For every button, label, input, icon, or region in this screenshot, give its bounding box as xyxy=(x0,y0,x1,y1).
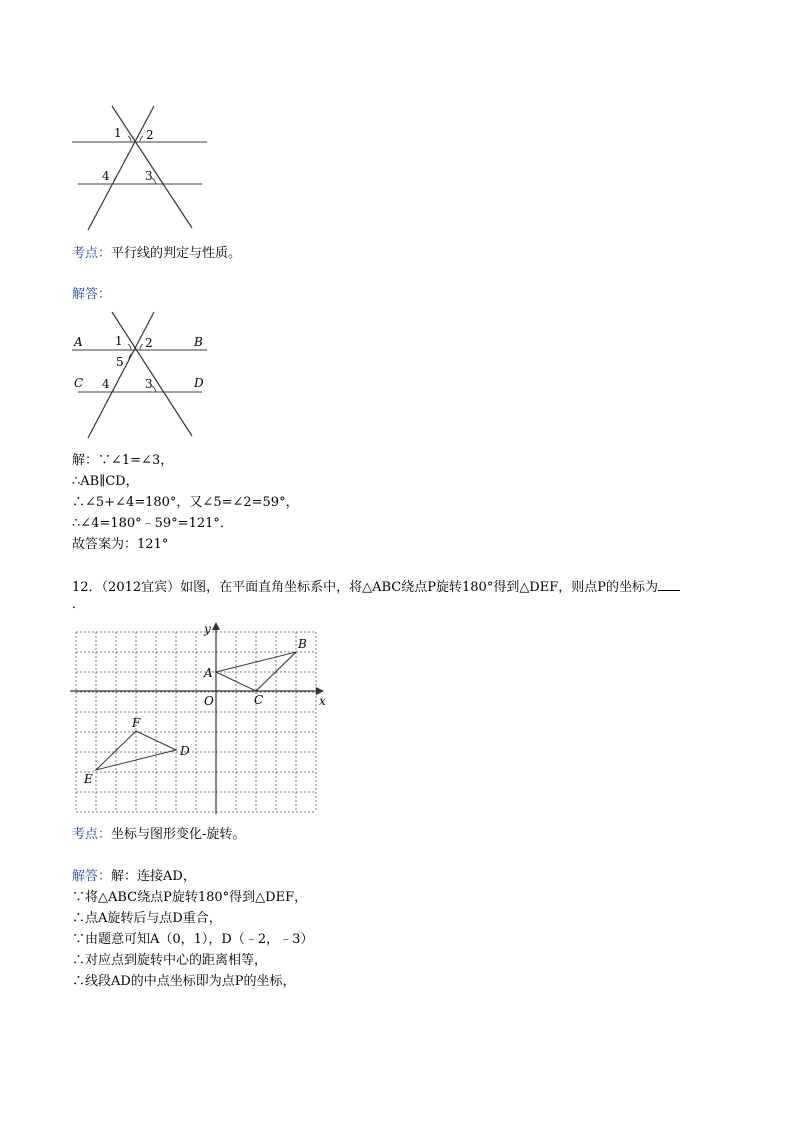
solution1-line: ∴∠4=180°﹣59°=121°． xyxy=(72,516,233,531)
coordinate-grid-figure xyxy=(70,620,330,816)
point-label-a: A xyxy=(204,666,213,680)
solution2-line: ∴点A旋转后与点D重合， xyxy=(72,911,222,926)
jieda-label: 解答： xyxy=(72,287,112,302)
angle-label: 5 xyxy=(116,355,124,369)
angle-label: 4 xyxy=(102,169,110,183)
angle-label: 3 xyxy=(145,169,153,183)
point-label: A xyxy=(74,335,83,349)
figure-parallel-lines-2 xyxy=(70,308,215,443)
transversal-1 xyxy=(112,106,192,228)
angle-label: 2 xyxy=(145,336,153,350)
solution1-line: 解：∵∠1=∠3， xyxy=(72,453,174,468)
kaodian-line-2 xyxy=(72,827,245,843)
angle-label: 2 xyxy=(146,128,154,142)
point-label-c: C xyxy=(254,693,264,707)
x-axis-label: x xyxy=(319,694,326,708)
point-label-f: F xyxy=(132,716,141,730)
angle-arc xyxy=(128,136,131,142)
point-label: D xyxy=(194,376,204,390)
jieda-line-2 xyxy=(72,869,196,885)
kaodian-label: 考点： xyxy=(72,246,112,261)
solution1-line: ∴AB∥CD， xyxy=(72,474,139,489)
solution2-line: ∴线段AD的中点坐标即为点P的坐标， xyxy=(72,974,296,989)
problem12-text xyxy=(72,578,680,596)
grid-lines xyxy=(76,632,316,812)
transversal-1 xyxy=(112,312,192,436)
problem12-end-mark: ． xyxy=(72,597,86,612)
origin-label: O xyxy=(204,694,214,708)
point-label: C xyxy=(74,376,84,390)
y-axis-label: y xyxy=(204,622,211,636)
solution1-line: 故答案为：121° xyxy=(72,537,169,552)
jieda-first: 解：连接AD， xyxy=(111,869,196,884)
angle-label: 1 xyxy=(115,334,123,348)
figure-parallel-lines-1 xyxy=(70,100,215,235)
problem12-stem: 12．（2012宜宾）如图，在平面直角坐标系中，将△ABC绕点P旋转180°得到△DEF，则点P的坐标为 xyxy=(72,580,658,595)
solution1-line: ∴∠5+∠4=180°，又∠5=∠2=59°， xyxy=(72,495,299,510)
point-label-e: E xyxy=(84,772,93,786)
point-label-b: B xyxy=(298,637,307,651)
angle-arc xyxy=(140,344,143,350)
solution2-line: ∴对应点到旋转中心的距离相等， xyxy=(72,953,268,968)
kaodian-line-1 xyxy=(72,246,241,262)
point-label: B xyxy=(194,335,203,349)
jieda-label: 解答： xyxy=(72,869,112,884)
kaodian-text: 平行线的判定与性质。 xyxy=(111,246,242,261)
transversal-2 xyxy=(88,312,154,438)
kaodian-text: 坐标与图形变化-旋转。 xyxy=(111,827,246,842)
kaodian-label: 考点： xyxy=(72,827,112,842)
answer-blank xyxy=(658,578,680,591)
y-axis-arrow xyxy=(212,622,220,630)
angle-arc xyxy=(128,344,131,350)
angle-label: 3 xyxy=(145,377,153,391)
point-label-d: D xyxy=(180,744,190,758)
solution2-line: ∵将△ABC绕点P旋转180°得到△DEF， xyxy=(72,890,308,905)
angle-label: 1 xyxy=(114,126,122,140)
angle-arc xyxy=(140,136,143,142)
solution2-line: ∵由题意可知A（0，1），D（﹣2，﹣3） xyxy=(72,932,314,947)
angle-label: 4 xyxy=(102,377,110,391)
transversal-2 xyxy=(88,106,154,230)
